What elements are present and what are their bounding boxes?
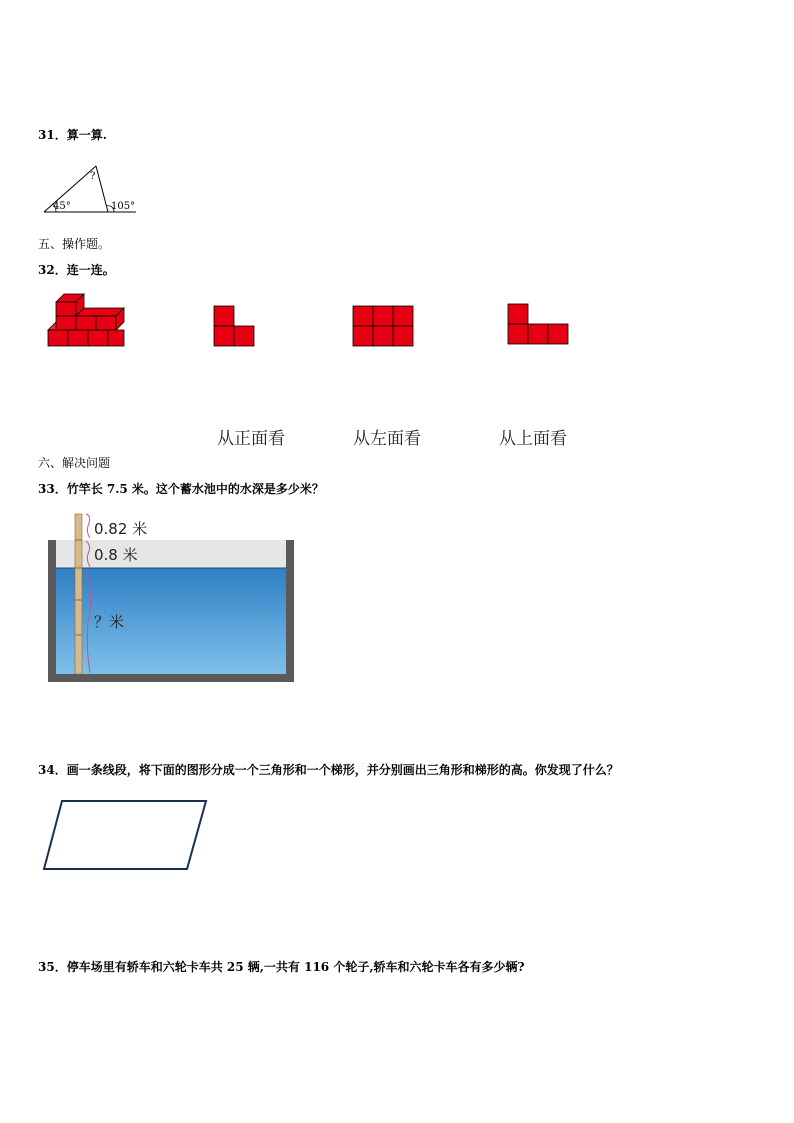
- view-shape-a: [213, 305, 255, 347]
- label-08: 0.8 米: [94, 546, 138, 564]
- section-5-heading: 五、操作题。: [38, 237, 111, 251]
- view-label-front: 从正面看: [217, 429, 285, 449]
- q34-title: 34．画一条线段，将下面的图形分成一个三角形和一个梯形，并分别画出三角形和梯形的高。你发现了什么？: [38, 763, 619, 777]
- angle-45-label: 45°: [53, 201, 71, 212]
- label-082: 0.82 米: [94, 520, 148, 538]
- view-shape-c: [507, 303, 569, 345]
- section-6-heading: 六、解决问题: [38, 456, 111, 470]
- view-shape-b: [352, 305, 414, 347]
- angle-105-label: 105°: [111, 201, 136, 212]
- q32-title: 32．连一连。: [38, 263, 115, 277]
- q33-title: 33．竹竿长 7.5 米。这个蓄水池中的水深是多少米？: [38, 482, 324, 496]
- angle-unknown-label: ?: [90, 171, 96, 182]
- triangle-figure: [40, 160, 140, 216]
- view-label-top: 从上面看: [499, 429, 567, 449]
- parallelogram-figure: [42, 798, 210, 874]
- view-label-left: 从左面看: [353, 429, 421, 449]
- q31-title: 31．算一算.: [38, 128, 107, 142]
- q35-title: 35．停车场里有轿车和六轮卡车共 25 辆,一共有 116 个轮子,轿车和六轮卡车各有多少辆?: [38, 960, 525, 974]
- cube-stack-figure: [46, 294, 126, 352]
- label-unknown-depth: ？米: [94, 613, 125, 631]
- pool-figure: [46, 510, 296, 685]
